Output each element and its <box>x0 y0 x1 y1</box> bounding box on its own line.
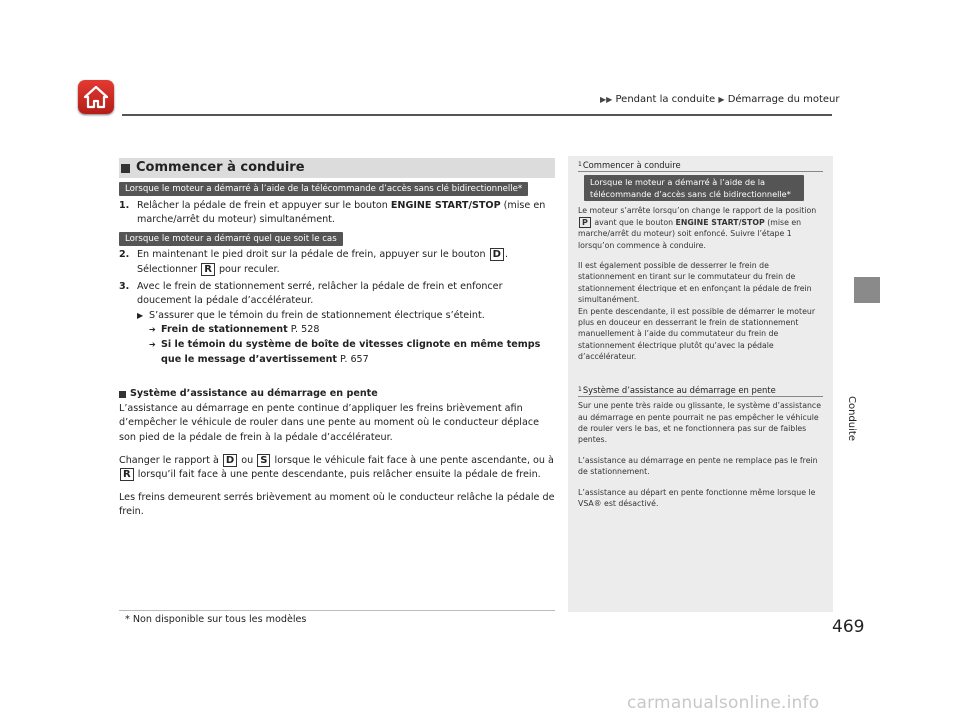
paragraph <box>119 454 555 483</box>
note-divider <box>578 396 823 397</box>
gear-key: D <box>490 248 504 261</box>
step-number: 3. <box>119 280 130 292</box>
note-divider <box>578 171 823 172</box>
step-1 <box>119 199 555 228</box>
chapter-label: Conduite <box>846 396 857 441</box>
note-paragraph: Il est également possible de desserrer le frein de stationnement en tirant sur le commutateur du frein de stationnement électrique et en enfonçant la pédale de frein simultanément. <box>578 261 812 305</box>
footnote-divider <box>119 610 555 611</box>
triangle-bullet-icon: ▶ <box>137 310 144 320</box>
note-bold: ENGINE START/STOP <box>675 217 765 227</box>
reference-page: P. 528 <box>287 324 320 336</box>
paragraph-text: lorsque le véhicule fait face à une pente ascendante, ou à <box>271 454 554 466</box>
gear-key: R <box>120 468 134 481</box>
square-bullet-icon <box>119 391 126 398</box>
condition-pill: Lorsque le moteur a démarré à l’aide de la télécommande d’accès sans clé bidirectionnelle* <box>584 175 804 201</box>
note-text: avant que le bouton <box>591 217 676 227</box>
note-number: 1 <box>578 161 582 168</box>
note-title <box>578 160 823 171</box>
paragraph-text: ou <box>238 454 257 466</box>
step-3 <box>119 280 555 309</box>
breadcrumb-item[interactable]: Démarrage du moteur <box>727 94 840 105</box>
breadcrumb <box>600 94 840 105</box>
cross-reference-link[interactable] <box>149 323 555 338</box>
paragraph: Les freins demeurent serrés brièvement au moment où le conducteur relâche la pédale de frein. <box>119 491 555 518</box>
notes-sidebar <box>568 156 833 612</box>
section-title: Commencer à conduire <box>136 159 305 175</box>
breadcrumb-arrow-icon: ▶▶ <box>600 95 613 104</box>
home-icon <box>78 80 114 114</box>
page-number: 469 <box>832 617 865 637</box>
chapter-tab[interactable] <box>854 277 880 303</box>
step-number: 1. <box>119 199 130 211</box>
step-text-a: Relâcher la pédale de frein et appuyer sur le bouton <box>137 199 391 211</box>
step-text-c: pour reculer. <box>215 263 280 275</box>
breadcrumb-item[interactable]: Pendant la conduite <box>615 94 716 105</box>
note-text: (mise en marche/arrêt du moteur) soit enfoncé. Suivre l’étape 1 lorsqu’on commence à conduire. <box>578 217 802 250</box>
note-paragraph: L’assistance au départ en pente fonctionne même lorsque le VSA® est désactivé. <box>578 487 816 508</box>
reference-title[interactable]: Si le témoin du système de boîte de vitesses clignote en même temps que le message d’avertissement <box>161 338 541 365</box>
gear-key: P <box>579 217 591 228</box>
note-title <box>578 385 823 396</box>
step-number: 2. <box>119 249 130 261</box>
step-text-a: En maintenant le pied droit sur la pédale de frein, appuyer sur le bouton <box>137 249 489 261</box>
square-bullet-icon <box>121 164 130 173</box>
condition-pill: Lorsque le moteur a démarré à l’aide de la télécommande d’accès sans clé bidirectionnelle* <box>119 182 528 196</box>
step-2 <box>119 248 555 277</box>
paragraph-text: lorsqu’il fait face à une pente descendante, puis relâcher ensuite la pédale de frein. <box>134 469 541 481</box>
condition-pill: Lorsque le moteur a démarré quel que soit le cas <box>119 232 343 246</box>
step-text-b: (mise en marche/arrêt du moteur) simultanément. <box>137 199 546 226</box>
step-text: Avec le frein de stationnement serré, relâcher la pédale de frein et enfoncer doucement la pédale d’accélérateur. <box>137 280 503 307</box>
subsection-title: Système d’assistance au démarrage en pente <box>130 388 378 400</box>
footnote: * Non disponible sur tous les modèles <box>125 614 307 625</box>
note-paragraph: Sur une pente très raide ou glissante, le système d’assistance au démarrage en pente pourrait ne pas empêcher le véhicule de rouler vers le bas, et ne fonctionnera pas sur de faibles pentes. <box>578 401 822 445</box>
note-paragraph <box>578 205 823 251</box>
watermark: carmanualsonline.info <box>627 693 820 713</box>
step-bold: ENGINE START/STOP <box>390 199 501 211</box>
note-text: Le moteur s’arrête lorsqu’on change le rapport de la position <box>578 206 817 216</box>
paragraph-text: Changer le rapport à <box>119 454 222 466</box>
reference-arrow-icon: ➔ <box>149 339 156 349</box>
paragraph: L’assistance au démarrage en pente continue d’appliquer les freins brièvement afin d’empêcher le véhicule de rouler dans une pente au moment où le conducteur déplace son pied de la pédale de frein à la pédale d’accélérateur. <box>119 402 540 443</box>
gear-key: S <box>257 454 270 467</box>
gear-key: D <box>223 454 237 467</box>
section-header <box>119 158 555 178</box>
header-divider <box>122 114 832 116</box>
gear-key: R <box>201 263 215 276</box>
breadcrumb-arrow-icon: ▶ <box>718 95 725 104</box>
sub-bullet <box>137 309 555 324</box>
reference-arrow-icon: ➔ <box>149 325 156 335</box>
sub-bullet-text: S’assurer que le témoin du frein de stationnement électrique s’éteint. <box>149 309 485 321</box>
step-text-b: . Sélectionner <box>137 249 508 275</box>
note-paragraph: En pente descendante, il est possible de démarrer le moteur plus en douceur en desserrant le frein de stationnement manuellement à l’aide du commutateur du frein de stationnement électrique plutôt qu’avec la pédale d’accélérateur. <box>578 306 816 362</box>
note-number: 1 <box>578 385 582 393</box>
step-text <box>137 199 555 228</box>
reference-page: P. 657 <box>337 353 369 365</box>
cross-reference-link[interactable] <box>149 338 555 367</box>
main-content <box>119 158 555 520</box>
note-title-text: Commencer à conduire <box>582 160 681 170</box>
subsection-header <box>119 387 555 402</box>
note-title-text: Système d’assistance au démarrage en pente <box>582 384 776 395</box>
note-paragraph: L’assistance au démarrage en pente ne remplace pas le frein de stationnement. <box>578 455 818 477</box>
home-button[interactable] <box>78 80 114 114</box>
note-2 <box>568 381 833 510</box>
note-1 <box>568 156 833 363</box>
reference-title[interactable]: Frein de stationnement <box>161 324 288 336</box>
